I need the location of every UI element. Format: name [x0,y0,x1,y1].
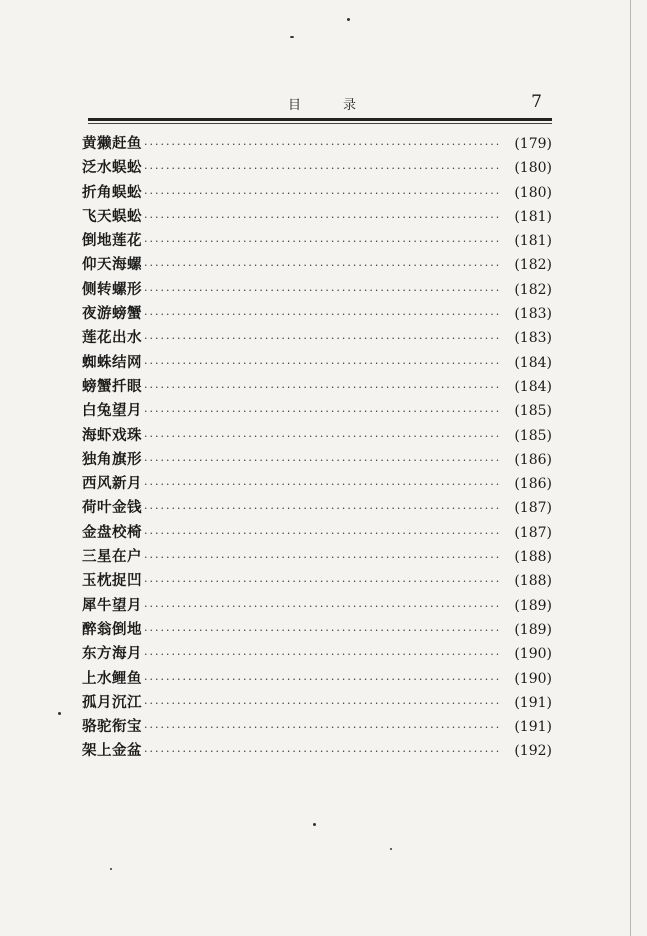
toc-entry-title: 玉枕捉凹 [82,573,142,590]
toc-entry-title: 三星在户 [82,549,142,566]
toc-entry [82,618,552,642]
toc-dot-leader [144,230,500,254]
toc-entry [82,375,552,399]
toc-dot-leader [144,425,500,449]
toc-dot-leader [144,570,500,594]
toc-entry [82,302,552,326]
toc-entry-title: 泛水蜈蚣 [82,160,142,177]
toc-dot-leader [144,449,500,473]
toc-dot-leader [144,376,500,400]
toc-entry-page: (189) [514,621,552,638]
toc-dot-leader [144,595,500,619]
toc-entry-title: 西风新月 [82,476,142,493]
scan-speck [313,823,316,826]
toc-entry-page: (188) [514,573,552,590]
toc-dot-leader [144,279,500,303]
toc-entry [82,594,552,618]
toc-dot-leader [144,643,500,667]
toc-dot-leader [144,303,500,327]
toc-entry-title: 孤月沉江 [82,694,142,711]
toc-entry-title: 骆驼衔宝 [82,719,142,736]
toc-entry-page: (190) [514,670,552,687]
scan-speck [390,848,392,850]
toc-entry-page: (185) [514,403,552,420]
toc-entry [82,521,552,545]
toc-dot-leader [144,668,500,692]
toc-entry-title: 莲花出水 [82,330,142,347]
toc-entry [82,351,552,375]
toc-entry-page: (186) [514,476,552,493]
toc-dot-leader [144,254,500,278]
toc-entry-title: 醉翁倒地 [82,621,142,638]
toc-entry [82,399,552,423]
toc-dot-leader [144,133,500,157]
toc-entry-page: (184) [514,378,552,395]
toc-entry-page: (183) [514,306,552,323]
toc-dot-leader [144,400,500,424]
toc-entry-page: (190) [514,646,552,663]
toc-entry [82,569,552,593]
toc-entry-title: 蜘蛛结网 [82,354,142,371]
toc-entry [82,545,552,569]
toc-dot-leader [144,327,500,351]
scan-speck [58,712,61,715]
toc-entry-title: 仰天海螺 [82,257,142,274]
toc-entry [82,667,552,691]
toc-entry [82,326,552,350]
header-title-char-1: 目 [288,98,302,113]
toc-dot-leader [144,619,500,643]
table-of-contents [82,132,552,764]
toc-entry-title: 黄獭赶鱼 [82,136,142,152]
toc-dot-leader [144,352,500,376]
toc-entry-title: 独角旗形 [82,451,142,468]
toc-entry-title: 金盘校椅 [82,524,142,541]
toc-entry-title: 飞天蜈蚣 [82,208,142,225]
toc-entry [82,472,552,496]
toc-entry-title: 荷叶金钱 [82,500,142,517]
toc-entry-page: (183) [514,330,552,347]
toc-entry-title: 海虾戏珠 [82,427,142,444]
toc-dot-leader [144,182,500,206]
toc-entry-title: 侧转螺形 [82,281,142,298]
toc-entry [82,205,552,229]
toc-entry-page: (179) [514,136,552,152]
scan-speck [290,36,294,38]
toc-entry-page: (180) [514,184,552,201]
toc-dot-leader [144,206,500,230]
scan-speck [347,18,350,21]
toc-entry-page: (187) [514,500,552,517]
toc-entry [82,229,552,253]
toc-dot-leader [144,473,500,497]
toc-entry [82,424,552,448]
toc-entry-page: (184) [514,354,552,371]
toc-entry-page: (185) [514,427,552,444]
toc-entry [82,253,552,277]
toc-entry-page: (192) [514,743,552,760]
toc-entry-page: (191) [514,694,552,711]
toc-entry [82,715,552,739]
toc-entry-page: (181) [514,208,552,225]
toc-entry-page: (182) [514,281,552,298]
toc-entry-title: 白兔望月 [82,403,142,420]
toc-entry [82,642,552,666]
toc-entry-page: (187) [514,524,552,541]
toc-entry-title: 上水鲤鱼 [82,670,142,687]
page-edge-line [630,0,631,936]
toc-entry-page: (188) [514,549,552,566]
toc-dot-leader [144,716,500,740]
toc-entry [82,156,552,180]
header-title [288,94,356,113]
toc-entry-title: 折角蜈蚣 [82,184,142,201]
toc-entry [82,739,552,763]
toc-entry-page: (181) [514,233,552,250]
toc-entry-page: (182) [514,257,552,274]
toc-entry-page: (189) [514,597,552,614]
toc-entry [82,448,552,472]
toc-dot-leader [144,497,500,521]
header-rule-thin [88,123,552,124]
toc-entry [82,132,552,156]
toc-entry [82,691,552,715]
toc-dot-leader [144,692,500,716]
toc-dot-leader [144,546,500,570]
toc-entry-page: (180) [514,160,552,177]
scan-speck [110,868,112,870]
toc-entry-page: (186) [514,451,552,468]
toc-dot-leader [144,522,500,546]
header-title-char-2: 录 [343,98,357,113]
toc-entry-title: 架上金盆 [82,743,142,760]
toc-entry-page: (191) [514,719,552,736]
running-header [88,94,552,118]
toc-entry-title: 犀牛望月 [82,597,142,614]
toc-entry [82,278,552,302]
toc-entry [82,496,552,520]
toc-dot-leader [144,157,500,181]
toc-dot-leader [144,740,500,764]
header-rule-thick [88,118,552,121]
toc-entry-title: 倒地莲花 [82,233,142,250]
toc-entry-title: 东方海月 [82,646,142,663]
toc-entry-title: 螃蟹扦眼 [82,378,142,395]
toc-entry-title: 夜游螃蟹 [82,306,142,323]
header-page-number: 7 [531,92,542,112]
toc-entry [82,181,552,205]
